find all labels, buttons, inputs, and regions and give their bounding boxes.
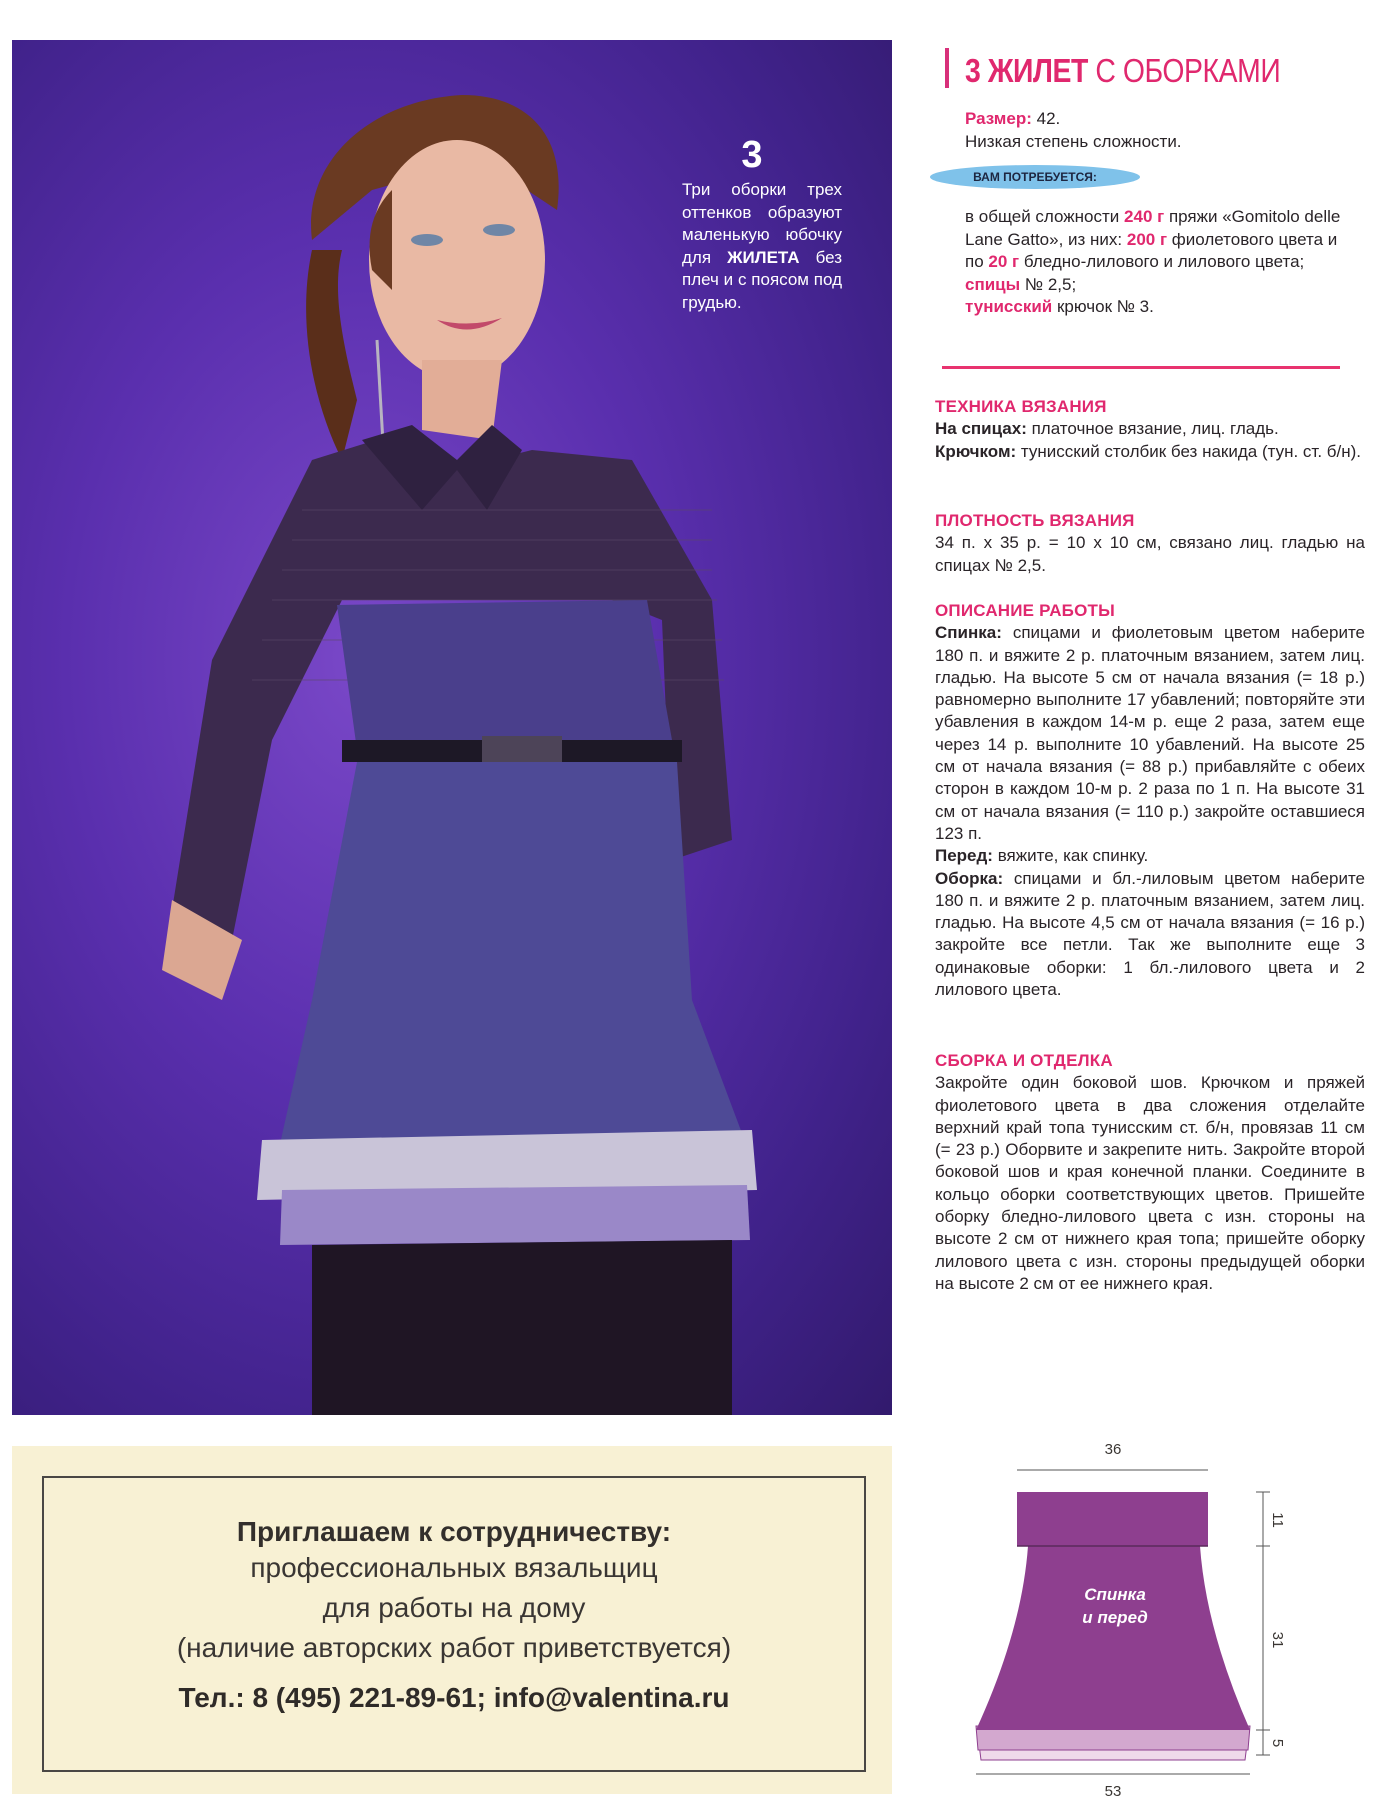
materials-amount: 200 г	[1126, 229, 1168, 249]
term-label: На спицах:	[935, 419, 1027, 439]
term-label: Крючком:	[935, 441, 1017, 461]
materials-tool: тунисский	[965, 297, 1053, 316]
model-photo	[12, 40, 892, 1415]
term-label: Спинка:	[935, 623, 1002, 643]
schema-height-top: 11	[1269, 1512, 1286, 1528]
materials-text: пряжи «Gomitolo delle Lane Gatto», из них:	[965, 207, 1341, 249]
article-title	[965, 52, 1280, 90]
schema-bottom-width: 53	[1104, 1783, 1122, 1800]
size-block	[965, 107, 1182, 153]
materials-text: крючок № 3.	[1056, 297, 1154, 316]
term-text: вяжите, как спинку.	[997, 846, 1149, 866]
section-heading: СБОРКА И ОТДЕЛКА	[935, 1051, 1113, 1070]
ad-line: профессиональных вязальщиц	[250, 1552, 658, 1583]
ad-contact: Тел.: 8 (495) 221-89-61; info@valentina.ru	[178, 1682, 730, 1713]
ad-line: (наличие авторских работ приветствуется)	[176, 1632, 732, 1663]
pattern-schema	[960, 1430, 1286, 1800]
term-label: Оборка:	[935, 868, 1004, 888]
ad-line: для работы на дому	[322, 1592, 586, 1623]
title-strong: ЖИЛЕТ	[987, 52, 1088, 89]
schema-label-2: и перед	[1082, 1608, 1148, 1627]
assembly-text: Закройте один боковой шов. Крючком и пряжей фиолетового цвета в два сложения отделайте верхний край топа тунисским ст. б/н, провязав 11 см (= 23 р.) Оборвите и закрепите нить. Закройте второй боковой шов и края конечной планки. Соедините в кольцо оборки соответствующих цветов. Пришейте оборку бледно-лилового цвета с изн. стороны на высоте 2 см от нижнего края топа; пришейте оборку лилового цвета с изн. стороны предыдущей оборки на высоте 2 см от ее нижнего края.	[935, 1073, 1365, 1293]
term-label: Перед:	[935, 846, 993, 866]
section-heading: ПЛОТНОСТЬ ВЯЗАНИЯ	[935, 511, 1135, 530]
caption-text-1: Три оборки трех оттенков образуют маленькую юбочку для	[682, 180, 842, 267]
section-description	[935, 600, 1365, 1001]
photo-caption	[682, 135, 842, 314]
caption-text-2: без плеч и с поясом под грудью.	[682, 247, 842, 312]
caption-number: 3	[741, 134, 763, 176]
section-heading: ТЕХНИКА ВЯЗАНИЯ	[935, 397, 1107, 416]
title-accent-bar	[945, 48, 949, 88]
materials-text: в общей сложности	[965, 207, 1120, 226]
caption-bold-word: ЖИЛЕТА	[727, 247, 800, 267]
term-text: спицами и бл.-лиловым цветом наберите 180 п. и вяжите 2 р. платочным вязанием, затем лиц. гладью. На высоте 4,5 см от начала вязания (= 16 р.) закройте все петли. Так же выполните еще 3 одинаковые оборки: 1 бл.-лилового цвета и 2 лилового цвета.	[935, 868, 1365, 1000]
materials-text: фиолетового цвета и по	[965, 229, 1338, 271]
section-technique	[935, 396, 1365, 463]
schema-height-bottom: 5	[1269, 1738, 1286, 1748]
materials-amount: 20 г	[988, 252, 1020, 271]
materials-divider	[942, 366, 1340, 369]
size-label: Размер:	[965, 109, 1032, 128]
materials-tool: спицы	[965, 274, 1021, 294]
schema-height-mid: 31	[1269, 1631, 1286, 1649]
materials-text: № 2,5;	[1024, 274, 1077, 294]
schema-label-1: Спинка	[1084, 1585, 1146, 1604]
term-text: спицами и фиолетовым цветом наберите 180 п. и вяжите 2 р. платочным вязанием, затем лиц. гладью. На высоте 5 см от начала вязания (= 18 р.) равномерно выполните 17 убавлений; повторяйте эти убавления в каждом 14-м р. еще 2 раза, затем еще через 14 р. выполните 10 убавлений. На высоте 25 см от начала вязания (= 88 р.) прибавляйте с обеих сторон в каждом 10-м р. 2 раза по 1 п. На высоте 31 см от начала вязания (= 110 р.) закройте оставшиеся 123 п.	[935, 623, 1366, 843]
schema-top-width: 36	[1104, 1441, 1122, 1458]
size-value: 42.	[1036, 109, 1061, 128]
materials-text: бледно-лилового и лилового цвета;	[1023, 252, 1305, 271]
section-assembly	[935, 1050, 1365, 1295]
term-text: платочное вязание, лиц. гладь.	[1031, 419, 1279, 439]
cooperation-ad	[42, 1476, 866, 1772]
section-heading: ОПИСАНИЕ РАБОТЫ	[935, 601, 1115, 620]
need-label-badge: ВАМ ПОТРЕБУЕТСЯ:	[930, 165, 1140, 189]
term-text: тунисский столбик без накида (тун. ст. б/н).	[1020, 441, 1361, 461]
title-rest: С ОБОРКАМИ	[1095, 52, 1281, 89]
section-density	[935, 510, 1365, 577]
materials-amount: 240 г	[1124, 207, 1165, 226]
materials-list	[965, 206, 1355, 319]
density-text: 34 п. х 35 р. = 10 х 10 см, связано лиц. гладью на спицах № 2,5.	[935, 533, 1365, 575]
title-number: 3	[965, 52, 981, 89]
ad-title: Приглашаем к сотрудничеству:	[236, 1516, 672, 1547]
difficulty-text: Низкая степень сложности.	[965, 132, 1182, 151]
